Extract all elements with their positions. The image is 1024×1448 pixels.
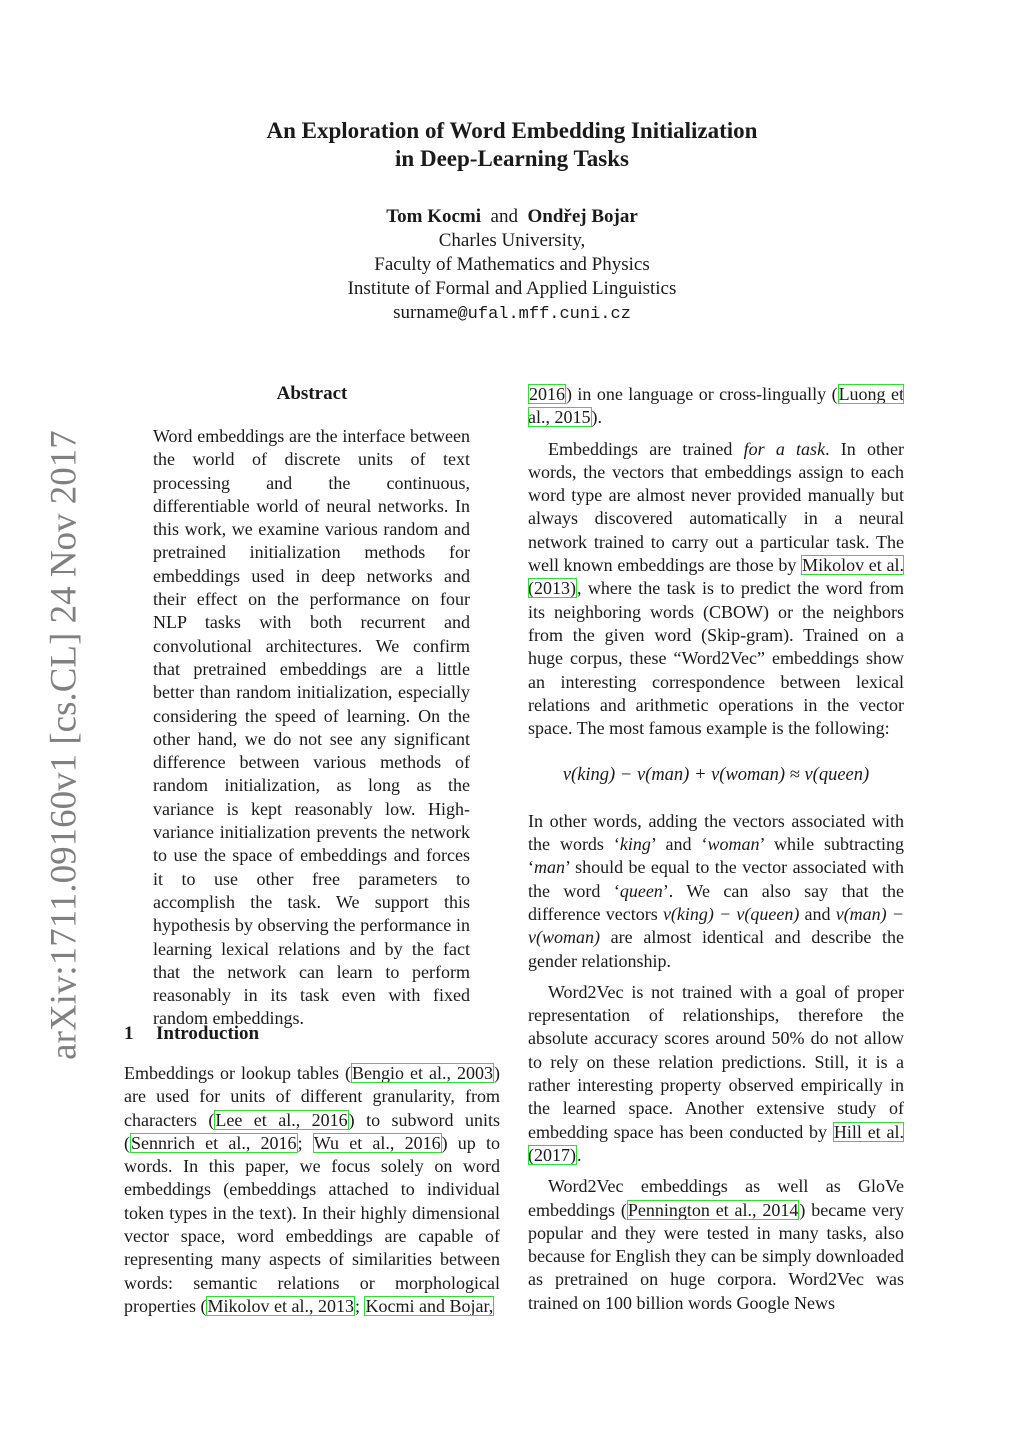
body-text: ) in one language or cross-lingually ( [566,384,838,404]
body-text: Word2Vec is not trained with a goal of proper representation of relationships, therefore the absolute accuracy scores around 50% do not allow to rely on these relation predictions. Still, it is a rather interesting property observed empirically in the learned space. Another extensive study of embedding space has been conducted by [528,981,904,1142]
body-text: Embeddings are trained [548,438,744,459]
intro-text: ) are used for units of different granularity, from characters ( [124,1063,500,1130]
body-text: are almost identical and describe the gender relationship. [528,927,904,971]
citation-link[interactable]: Lee et al., 2016 [215,1109,348,1130]
citation-link[interactable]: Hill et al. (2017) [528,1121,904,1165]
citation-link[interactable]: Kocmi and Bojar, [365,1295,494,1316]
citation-link[interactable]: Pennington et al., 2014 [627,1199,799,1220]
emphasis-text: for a task [743,438,826,459]
citation-link[interactable]: 2016 [529,384,565,404]
intro-text: ; [297,1132,313,1153]
intro-text: ) to subword units ( [124,1109,500,1153]
citation-link[interactable]: Bengio et al., 2003 [352,1063,493,1083]
body-text: . In other words, the vectors that embeddings assign to each word type are almost never provided manually but always discovered automatically in a neural network trained to carry out a particular task. The well known embeddings are those by [528,438,904,576]
body-text: ’ should be equal to the vector associated with the word ‘ [528,857,904,901]
paragraph-embeddings-trained [528,438,904,741]
body-text: ’ and ‘ [650,834,708,855]
emphasis-text: woman [707,834,760,855]
title-line-1: An Exploration of Word Embedding Initialization [266,118,758,143]
author-names [0,205,1024,229]
affiliation-2: Faculty of Mathematics and Physics [374,254,650,275]
introduction-paragraph [124,1062,500,1318]
author-1: Tom Kocmi [386,206,482,227]
paragraph-other-words [528,810,904,973]
title-line-2: in Deep-Learning Tasks [395,146,629,171]
body-text: In other words, adding the vectors associated with the words ‘ [528,810,904,855]
inline-math: v(man) − v(woman) [528,903,904,948]
email-prefix: surname [393,302,458,323]
abstract-heading: Abstract [276,383,348,404]
paragraph-word2vec-goal [528,981,904,1167]
right-column [528,383,904,1315]
citation-link[interactable]: Luong et al., 2015 [528,384,904,428]
body-text: Word2Vec embeddings as well as GloVe embeddings ( [528,1176,904,1220]
body-text: and [799,903,836,924]
affiliation-1: Charles University, [438,230,586,251]
section-number: 1 [124,1023,134,1044]
section-heading-introduction [124,1023,259,1045]
section-title: Introduction [156,1023,260,1044]
arxiv-identifier-stamp: arXiv:1711.09160v1 [cs.CL] 24 Nov 2017 [43,430,85,1060]
equation-king-queen: v(king) − v(man) + v(woman) ≈ v(queen) [562,765,870,786]
author-email [0,301,1024,327]
body-text: . [577,1144,582,1165]
body-text: ’ while subtracting ‘ [528,834,904,878]
citation-link[interactable]: Mikolov et al., 2013 [207,1295,354,1316]
citation-link[interactable]: Wu et al., 2016 [313,1132,441,1153]
inline-math: v(king) − v(queen) [662,903,800,924]
intro-text: ; [354,1295,365,1316]
affiliation-3: Institute of Formal and Applied Linguistics [347,278,677,299]
author-2: Ondřej Bojar [527,206,638,227]
paragraph-glove [528,1175,904,1315]
body-text: ). [591,407,602,428]
emphasis-text: man [534,857,565,878]
intro-text: Embeddings or lookup tables ( [124,1063,351,1083]
email-domain: @ufal.mff.cuni.cz [457,305,631,324]
emphasis-text: queen [619,880,663,901]
intro-text: ) up to words. In this paper, we focus solely on word embeddings (embeddings attached to individual token types in the text). In their highly dimensional vector space, word embeddings are capable of representing many aspects of similarities between words: semantic relations or morphological properties ( [124,1132,500,1316]
author-block [0,205,1024,327]
paper-title [0,117,1024,173]
body-text: ’. We can also say that the difference vectors [528,880,904,924]
citation-link[interactable]: Sennrich et al., 2016 [131,1132,297,1153]
emphasis-text: king [619,834,651,855]
citation-link[interactable]: Mikolov et al. (2013) [528,555,904,599]
paragraph-continued [528,383,904,430]
author-conjunction: and [490,206,518,227]
body-text: , where the task is to predict the word from its neighboring words (CBOW) or the neighbors from the given word (Skip-gram). Trained on a huge corpus, these “Word2Vec” embeddings show an interesting correspondence between lexical relations and arithmetic operations in the vector space. The most famous example is the following: [528,578,904,739]
abstract-text: Word embeddings are the interface between the world of discrete units of text processing and the continuous, differentiable world of neural networks. In this work, we examine various random and pretrained initialization methods for embeddings used in deep networks and their effect on the performance on four NLP tasks with both recurrent and convolutional architectures. We confirm that pretrained embeddings are a little better than random initialization, especially considering the speed of learning. On the other hand, we do not see any significant difference between various methods of random initialization, as long as the variance is kept reasonably low. High-variance initialization prevents the network to use the space of embeddings and forces it to use other free parameters to accomplish the task. We support this hypothesis by observing the performance in learning lexical relations and by the fact that the network can learn to perform reasonably in its task even with fixed random embeddings. [153,426,470,1029]
body-text: ) became very popular and they were tested in many tasks, also because for English they can be simply downloaded as pretrained on huge corpora. Word2Vec was trained on 100 billion words Google News [528,1199,905,1313]
